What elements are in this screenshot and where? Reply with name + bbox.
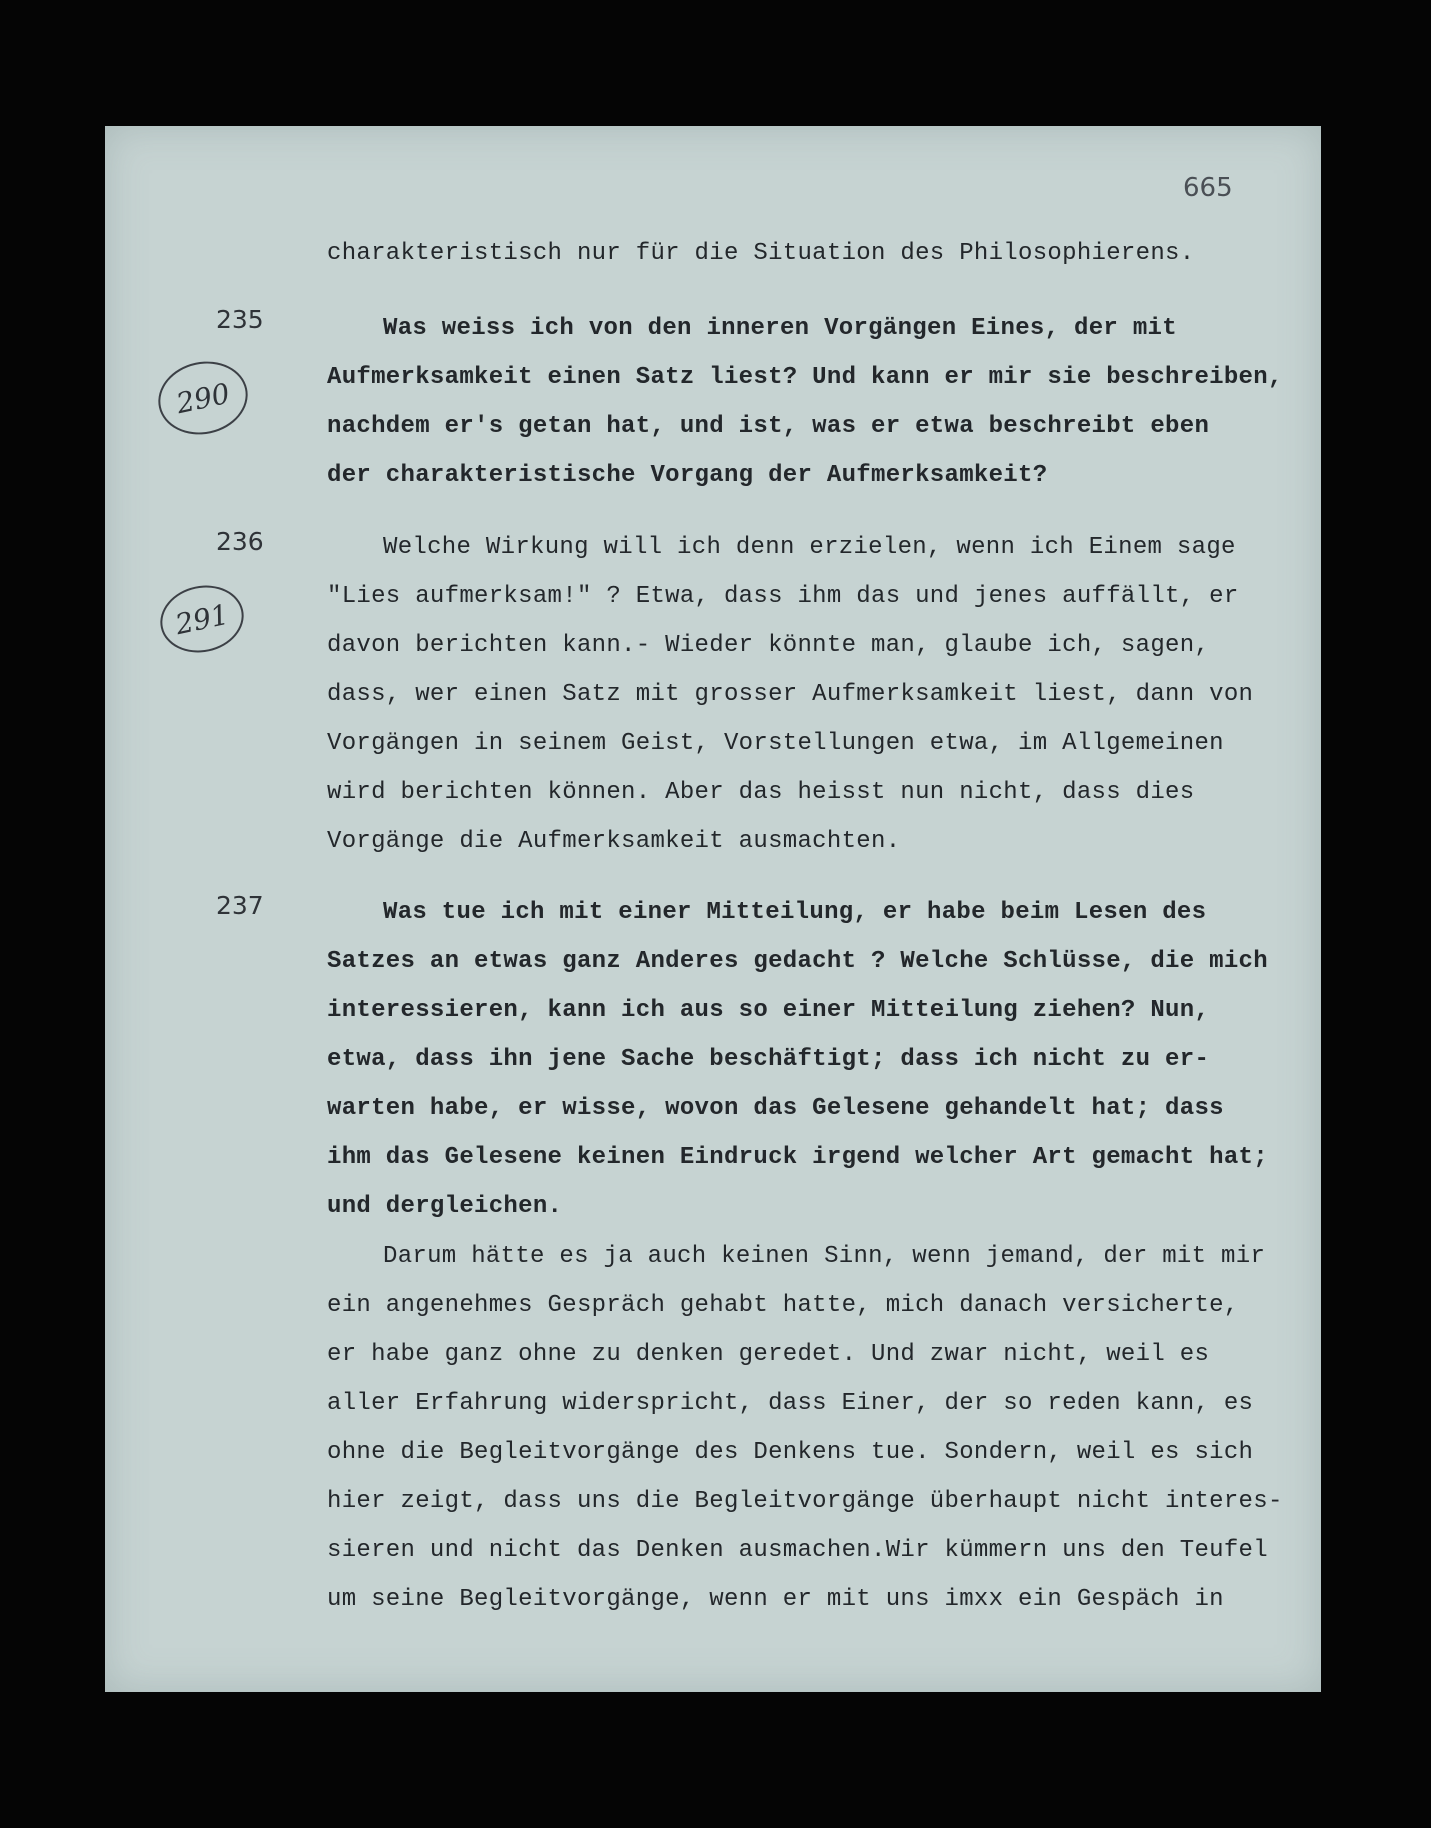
text-line: "Lies aufmerksam!" ? Etwa, dass ihm das und jenes auffällt, er [327, 583, 1239, 610]
text-line: Vorgänge die Aufmerksamkeit ausmachten. [327, 828, 901, 855]
paragraph-number: 235 [216, 305, 264, 334]
paragraph-number: 236 [216, 527, 264, 556]
text-line: Welche Wirkung will ich denn erzielen, wenn ich Einem sage [383, 534, 1236, 561]
text-line: Vorgängen in seinem Geist, Vorstellungen etwa, im Allgemeinen [327, 730, 1224, 757]
text-line: Satzes an etwas ganz Anderes gedacht ? Welche Schlüsse, die mich [327, 948, 1268, 975]
text-line: Aufmerksamkeit einen Satz liest? Und kann er mir sie beschreiben, [327, 364, 1283, 391]
text-line: warten habe, er wisse, wovon das Gelesene gehandelt hat; dass [327, 1095, 1224, 1122]
text-line: aller Erfahrung widerspricht, dass Einer, der so reden kann, es [327, 1390, 1254, 1417]
text-line: Darum hätte es ja auch keinen Sinn, wenn jemand, der mit mir [383, 1243, 1266, 1270]
text-line: hier zeigt, dass uns die Begleitvorgänge überhaupt nicht interes- [327, 1488, 1283, 1515]
text-line: ihm das Gelesene keinen Eindruck irgend welcher Art gemacht hat; [327, 1144, 1268, 1171]
text-line: Was weiss ich von den inneren Vorgängen Eines, der mit [383, 315, 1177, 342]
text-line: nachdem er's getan hat, und ist, was er etwa beschreibt eben [327, 413, 1210, 440]
text-line: um seine Begleitvorgänge, wenn er mit uns imxx ein Gespäch in [327, 1586, 1224, 1613]
text-line: davon berichten kann.- Wieder könnte man, glaube ich, sagen, [327, 632, 1210, 659]
text-line: ein angenehmes Gespräch gehabt hatte, mich danach versicherte, [327, 1292, 1239, 1319]
text-line: wird berichten können. Aber das heisst nun nicht, dass dies [327, 779, 1195, 806]
text-line: charakteristisch nur für die Situation des Philosophierens. [327, 240, 1195, 267]
handwritten-circled-number: 290 [151, 353, 254, 442]
text-line: sieren und nicht das Denken ausmachen.Wir kümmern uns den Teufel [327, 1537, 1268, 1564]
handwritten-circled-number: 291 [154, 578, 250, 660]
page-number: 665 [1183, 173, 1233, 203]
text-line: interessieren, kann ich aus so einer Mitteilung ziehen? Nun, [327, 997, 1210, 1024]
paragraph-number: 237 [216, 891, 264, 920]
text-line: Was tue ich mit einer Mitteilung, er habe beim Lesen des [383, 899, 1207, 926]
text-line: und dergleichen. [327, 1193, 563, 1220]
text-line: der charakteristische Vorgang der Aufmerksamkeit? [327, 462, 1048, 489]
text-line: er habe ganz ohne zu denken geredet. Und zwar nicht, weil es [327, 1341, 1210, 1368]
text-line: etwa, dass ihn jene Sache beschäftigt; dass ich nicht zu er- [327, 1046, 1210, 1073]
text-line: dass, wer einen Satz mit grosser Aufmerksamkeit liest, dann von [327, 681, 1254, 708]
text-line: ohne die Begleitvorgänge des Denkens tue. Sondern, weil es sich [327, 1439, 1254, 1466]
